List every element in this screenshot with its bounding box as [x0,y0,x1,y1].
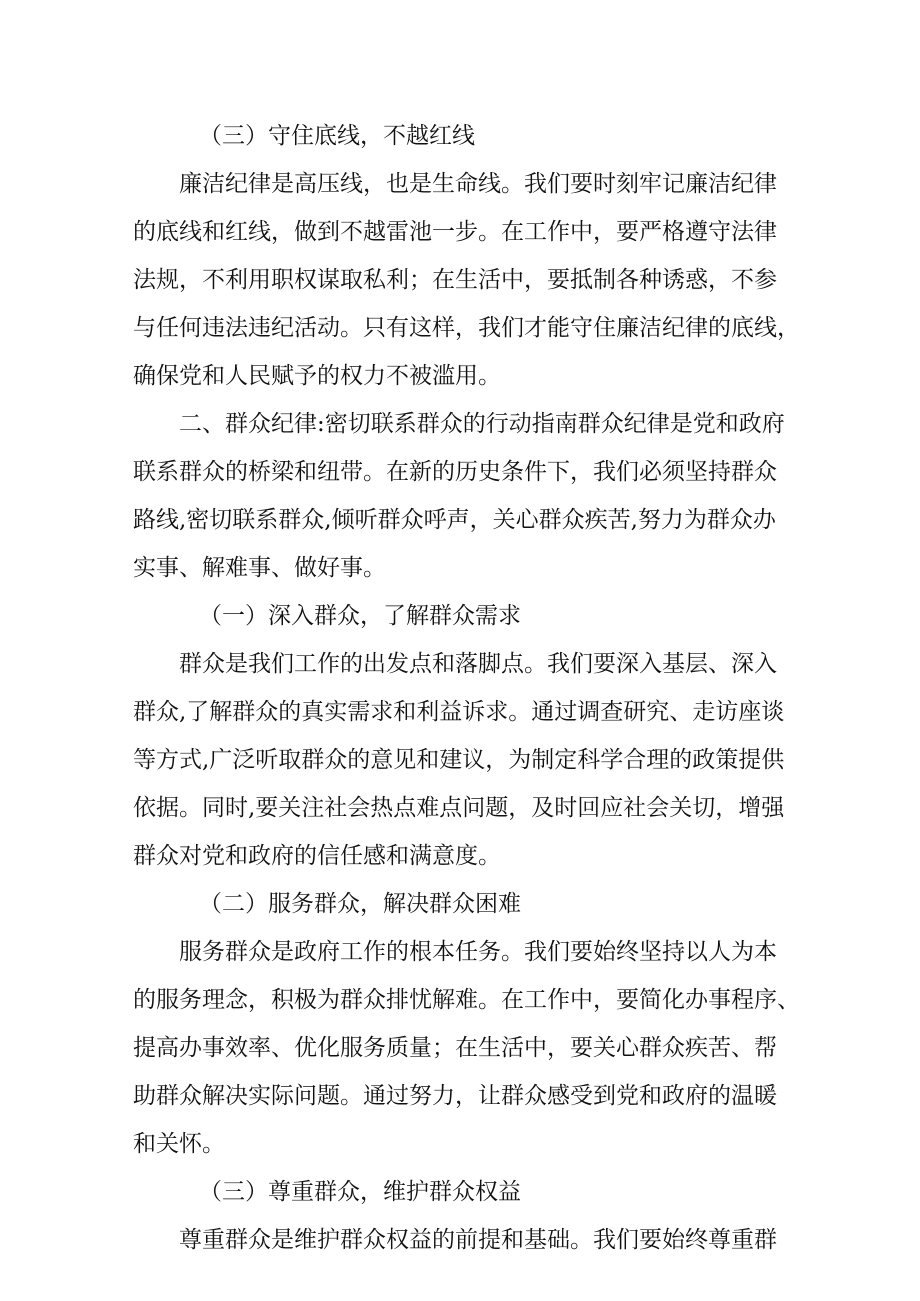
section-heading: （一）深入群众，了解群众需求 [199,603,521,629]
paragraph-line: 和关怀。 [133,1131,225,1157]
section-heading: （三）守住底线，不越红线 [199,123,475,149]
paragraph-line: 依据。同时,要关注社会热点难点问题，及时回应社会关切，增强 [133,795,785,821]
paragraph-line: 等方式,广泛听取群众的意见和建议，为制定科学合理的政策提供 [133,747,785,773]
paragraph [133,640,793,880]
paragraph-line: 尊重群众是维护群众权益的前提和基础。我们要始终尊重群 [179,1227,777,1253]
paragraph [133,1216,793,1264]
section-heading: （三）尊重群众，维护群众权益 [199,1179,521,1205]
paragraph-line: 的底线和红线，做到不越雷池一步。在工作中，要严格遵守法律 [133,219,777,245]
paragraph-line: 的服务理念，积极为群众排忧解难。在工作中，要简化办事程序、 [133,987,800,1013]
paragraph-line: 路线,密切联系群众,倾听群众呼声，关心群众疾苦,努力为群众办 [133,507,776,533]
paragraph-line: 提高办事效率、优化服务质量；在生活中，要关心群众疾苦、帮 [133,1035,777,1061]
paragraph-line: 群众对党和政府的信任感和满意度。 [133,843,501,869]
paragraph-line: 群众是我们工作的出发点和落脚点。我们要深入基层、深入 [179,651,777,677]
document-body [133,112,800,1264]
paragraph-line: 服务群众是政府工作的根本任务。我们要始终坚持以人为本 [179,939,777,965]
paragraph-line: 法规，不利用职权谋取私利；在生活中，要抵制各种诱惑，不参 [133,267,777,293]
paragraph-line: 廉洁纪律是高压线，也是生命线。我们要时刻牢记廉洁纪律 [179,171,777,197]
paragraph [133,400,793,592]
paragraph-line: 助群众解决实际问题。通过努力，让群众感受到党和政府的温暖 [133,1083,777,1109]
paragraph-line: 与任何违法违纪活动。只有这样，我们才能守住廉洁纪律的底线， [133,315,800,341]
paragraph-line: 联系群众的桥梁和纽带。在新的历史条件下，我们必须坚持群众 [133,459,777,485]
paragraph-line: 确保党和人民赋予的权力不被滥用。 [133,363,501,389]
paragraph [133,160,800,400]
paragraph [133,928,800,1168]
section-heading: （二）服务群众，解决群众困难 [199,891,521,917]
paragraph-line: 二、群众纪律:密切联系群众的行动指南群众纪律是党和政府 [179,411,785,437]
paragraph-line: 群众,了解群众的真实需求和利益诉求。通过调查研究、走访座谈 [133,699,785,725]
paragraph-line: 实事、解难事、做好事。 [133,555,386,581]
